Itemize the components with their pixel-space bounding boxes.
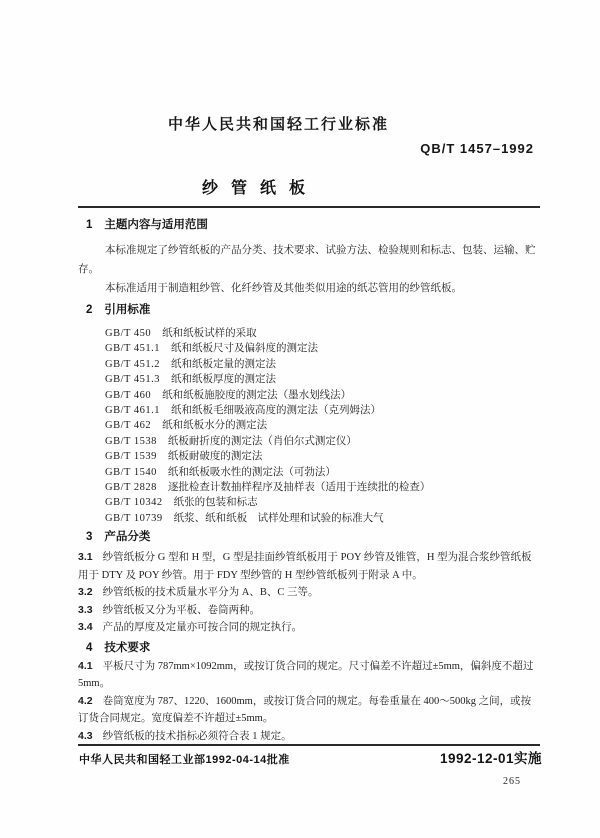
approval-note: 中华人民共和国轻工业部1992-04-14批准 (79, 754, 290, 766)
reference-code: GB/T 1540 (105, 466, 157, 478)
reference-title: 纸和纸板毛细吸液高度的测定法（克列姆法） (170, 405, 381, 417)
document-title: 纱管纸板 (202, 180, 319, 197)
reference-code: GB/T 450 (105, 328, 152, 339)
reference-title: 纸和纸板施胶度的测定法（墨水划线法） (162, 389, 352, 401)
reference-title: 纸和纸板定量的测定法 (170, 358, 276, 370)
reference-code: GB/T 10342 (105, 497, 163, 509)
standard-number: QB/T 1457–1992 (420, 141, 534, 156)
section-2-title: 引用标准 (104, 304, 151, 316)
section-4-clauses (78, 658, 540, 746)
reference-code: GB/T 461.1 (105, 405, 160, 417)
clause (78, 619, 540, 637)
reference-title: 逐批检查计数抽样程序及抽样表（适用于连续批的检查） (167, 482, 431, 494)
reference-code: GB/T 2828 (105, 482, 157, 494)
reference-title: 纸板耐折度的测定法（肖伯尔式测定仪） (167, 435, 357, 447)
header-divider (78, 206, 540, 208)
reference-item (105, 511, 540, 526)
reference-item (105, 480, 540, 495)
clause-text: 产品的厚度及定量亦可按合同的规定执行。 (102, 622, 303, 634)
reference-item (105, 372, 540, 387)
reference-item (105, 449, 540, 464)
reference-item (105, 388, 540, 403)
page-number: 265 (503, 776, 521, 787)
reference-code: GB/T 1538 (105, 435, 157, 447)
section-4-title: 技术要求 (104, 641, 151, 654)
clause (78, 658, 540, 693)
clause (78, 584, 540, 602)
reference-item (105, 403, 540, 418)
clause-text: 纱管纸板的技术指标必须符合表 1 规定。 (102, 730, 292, 742)
footer-divider (78, 744, 540, 746)
clause-number: 3.3 (78, 603, 93, 616)
section-2-number: 2 (86, 304, 93, 316)
reference-title: 纸和纸板水分的测定法 (162, 420, 268, 432)
clause (78, 549, 540, 584)
clause (78, 602, 540, 620)
reference-code: GB/T 451.1 (105, 343, 160, 355)
clause-text: 纱管纸板的技术质量水平分为 A、B、C 三等。 (102, 587, 319, 599)
reference-code: GB/T 451.2 (105, 358, 160, 370)
reference-item (105, 326, 540, 341)
reference-item (105, 357, 540, 372)
clause-text: 卷筒宽度为 787、1220、1600mm，或按订货合同的规定。每卷重量在 400～500kg 之间，或按订货合同规定。宽度偏差不许超过±5mm。 (78, 695, 532, 725)
reference-code: GB/T 1539 (105, 451, 157, 463)
section-1-title: 主题内容与适用范围 (104, 219, 208, 231)
reference-title: 纸和纸板厚度的测定法 (170, 374, 276, 386)
reference-title: 纸板耐破度的测定法 (167, 451, 263, 463)
section-1-heading (86, 219, 540, 232)
reference-list (78, 326, 540, 526)
clause-number: 4.2 (78, 694, 93, 707)
standard-org-line: 中华人民共和国轻工行业标准 (168, 116, 390, 133)
clause (78, 728, 540, 746)
clause-text: 平板尺寸为 787mm×1092mm，或按订货合同的规定。尺寸偏差不许超过±5mm，偏斜度不超过 5mm。 (78, 660, 534, 690)
reference-code: GB/T 10739 (105, 512, 163, 524)
clause-number: 3.1 (78, 551, 93, 564)
section-2-heading (86, 304, 540, 317)
clause-number: 3.2 (78, 586, 93, 599)
section-3-heading (86, 531, 540, 544)
reference-item (105, 495, 540, 510)
scope-paragraph: 本标准规定了纱管纸板的产品分类、技术要求、试验方法、检验规则和标志、包装、运输、贮存。 (78, 245, 536, 275)
reference-title: 纸和纸板试样的采取 (162, 328, 257, 339)
clause-text: 纱管纸板分 G 型和 H 型，G 型是挂面纱管纸板用于 POY 纱管及锥管，H 型为混合浆纱管纸板用于 DTY 及 POY 纱管。用于 FDY 型纱管的 H 型纱管纸板列于附录 A 中。 (78, 552, 532, 581)
reference-code: GB/T 460 (105, 389, 152, 401)
effective-date: 1992-12-01实施 (439, 751, 542, 766)
reference-title: 纸和纸板吸水性的测定法（可勃法） (167, 466, 336, 478)
clause-number: 4.3 (78, 729, 93, 742)
reference-item (105, 465, 540, 480)
reference-code: GB/T 451.3 (105, 374, 160, 386)
section-3-number: 3 (86, 531, 93, 544)
reference-item (105, 341, 540, 356)
section-4-heading (86, 642, 540, 655)
reference-item (105, 418, 540, 433)
section-3-clauses (78, 549, 540, 637)
clause-text: 纱管纸板又分为平板、卷筒两种。 (102, 604, 261, 616)
clause-number: 4.1 (78, 659, 93, 672)
reference-title: 纸和纸板尺寸及偏斜度的测定法 (170, 343, 318, 355)
reference-title: 纸张的包装和标志 (173, 497, 258, 509)
clause-number: 3.4 (78, 621, 93, 634)
clause (78, 693, 540, 728)
section-3-title: 产品分类 (104, 531, 151, 544)
reference-code: GB/T 462 (105, 420, 152, 432)
section-1-number: 1 (86, 219, 93, 231)
section-1-body (78, 241, 540, 298)
scope-paragraph: 本标准适用于制造粗纱管、化纤纱管及其他类似用途的纸芯管用的纱管纸板。 (105, 283, 462, 294)
reference-item (105, 434, 540, 449)
section-4-number: 4 (86, 641, 93, 654)
reference-title: 纸浆、纸和纸板 试样处理和试验的标准大气 (173, 512, 384, 524)
